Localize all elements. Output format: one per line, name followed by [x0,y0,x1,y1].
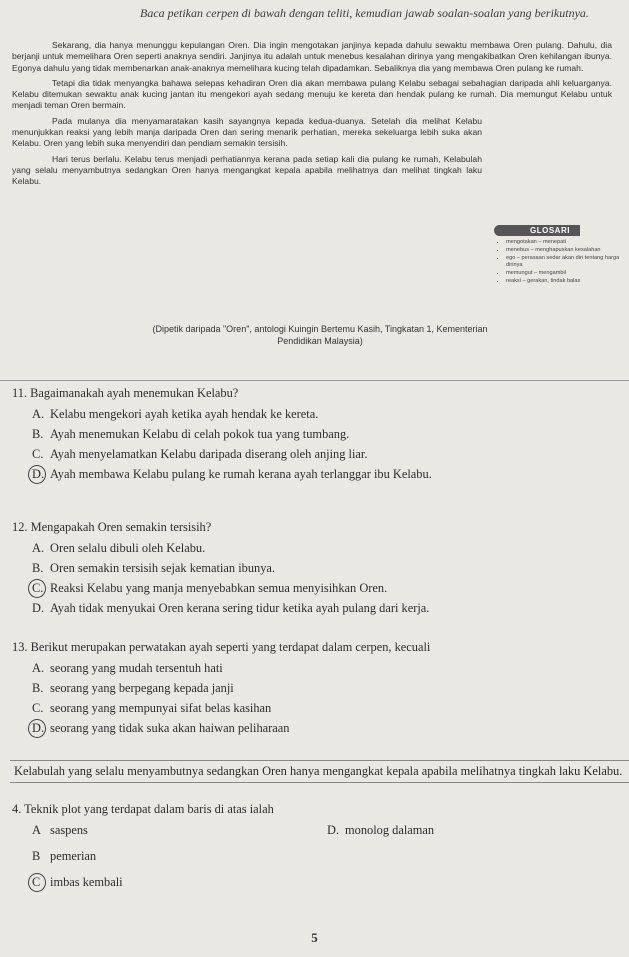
answer-option-c[interactable] [32,875,362,890]
option-letter: B [32,849,41,863]
question-11 [12,386,622,487]
question-number: 4. [12,802,22,816]
option-text: seorang yang mudah tersentuh hati [50,661,223,675]
question-number: 12. [12,520,28,534]
option-text: Ayah tidak menyukai Oren kerana sering tidur ketika ayah pulang dari kerja. [50,601,430,615]
option-letter: D. [32,601,45,615]
option-text: saspens [50,823,88,837]
answer-option-a[interactable] [32,661,622,676]
glossary-item: • reaksi – gerakan, tindak balas [506,278,629,285]
answer-option-b[interactable] [32,561,622,576]
instruction-text: Baca petikan cerpen di bawah dengan teliti, kemudian jawab soalan-soalan yang berikutnya. [140,6,589,20]
option-text: Kelabu mengekori ayah ketika ayah hendak ke kereta. [50,407,319,421]
option-letter: B. [32,561,44,575]
question-14 [12,802,622,901]
answer-option-d[interactable] [32,721,622,736]
passage-paragraph-2: Tetapi dia tidak menyangka bahawa selepas kehadiran Oren dia akan membawa pulang Kelabu sebagai sebahagian daripada ahli keluarganya. Kelabu ditemukan sewaktu anak kucing jantan itu mengekori ayah sedang menuju ke kereta dan hendak pulang ke rumah. Dia memungut Kelabu untuk menjadi teman Oren bermain. [12,77,612,111]
quote-box: Kelabulah yang selalu menyambutnya sedangkan Oren hanya mengangkat kepala apabila melihatnya tingkah laku Kelabu. [10,760,629,783]
option-letter: A [32,823,41,837]
option-letter: A. [32,407,45,421]
question-number: 13. [12,640,28,654]
option-text: Ayah menyelamatkan Kelabu daripada diserang oleh anjing liar. [50,447,368,461]
passage-paragraph-3: Pada mulanya dia menyamaratakan kasih sayangnya kepada kedua-duanya. Setelah dia melihat Kelabu menunjukkan reaksi yang lebih manja daripada Oren dan sering menarik perhatian, mereka sekeluarga lebih suka akan Kelabu. Oren yang lebih suka menyendiri dan pendiam semakin tersisih. [12,115,482,149]
option-letter-circled: D. [32,721,50,736]
option-text: seorang yang tidak suka akan haiwan peliharaan [50,721,290,735]
answer-option-b[interactable] [32,849,362,864]
answer-option-d[interactable] [327,823,622,838]
question-stem: Bagaimanakah ayah menemukan Kelabu? [30,386,239,400]
option-text: Oren selalu dibuli oleh Kelabu. [50,541,206,555]
option-letter: B. [32,681,44,695]
option-letter-circled: D. [32,467,50,482]
option-letter-circled: C. [32,581,50,596]
glossary-title: GLOSARI [494,225,580,236]
question-stem: Berikut merupakan perwatakan ayah seperti yang terdapat dalam cerpen, kecuali [30,640,431,654]
option-text: seorang yang mempunyai sifat belas kasihan [50,701,272,715]
glossary-item: • menebus – menghapuskan kesalahan [506,247,629,254]
question-number: 11. [12,386,28,400]
option-letter: A. [32,541,45,555]
option-letter: B. [32,427,44,441]
answer-option-b[interactable] [32,681,622,696]
option-text: Oren semakin tersisih sejak kematian ibunya. [50,561,276,575]
passage-paragraph-4: Hari terus berlalu. Kelabu terus menjadi perhatiannya kerana pada setiap kali dia pulang ke rumah, Kelabulah yang selalu menyambutnya sedangkan Oren hanya mengangkat kepala apabila melihatnya dan melihat tingkah laku Kelabu. [12,153,482,187]
option-text: Reaksi Kelabu yang manja menyebabkan semua menyisihkan Oren. [50,581,388,595]
option-letter: A. [32,661,45,675]
answer-option-a[interactable] [32,823,327,838]
option-letter: D. [327,823,340,837]
glossary-item: • mengotakan – menepati [506,239,629,246]
story-passage [12,40,624,192]
option-letter-circled: C [32,875,50,890]
question-stem: Teknik plot yang terdapat dalam baris di atas ialah [24,802,274,816]
glossary-item: • ego – perasaan sedar akan diri tentang harga dirinya [506,255,629,269]
answer-option-c[interactable] [32,447,622,462]
option-text: Ayah membawa Kelabu pulang ke rumah kerana ayah terlanggar ibu Kelabu. [50,467,432,481]
option-text: monolog dalaman [345,823,435,837]
section-divider [0,380,629,381]
answer-option-d[interactable] [32,467,622,482]
page-number: 5 [311,930,318,945]
option-letter: C. [32,701,44,715]
option-text: Ayah menemukan Kelabu di celah pokok tua yang tumbang. [50,427,350,441]
answer-option-c[interactable] [32,701,622,716]
answer-option-a[interactable] [32,407,622,422]
glossary-box [494,225,629,286]
answer-option-d[interactable] [32,601,622,616]
glossary-item: • memungut – mengambil [506,270,629,277]
question-13 [12,640,622,741]
option-text: seorang yang berpegang kepada janji [50,681,234,695]
question-12 [12,520,622,621]
option-letter: C. [32,447,44,461]
option-text: imbas kembali [50,875,123,889]
answer-option-c[interactable] [32,581,622,596]
passage-source: (Dipetik daripada "Oren", antologi Kuingin Bertemu Kasih, Tingkatan 1, Kementerian Pendidikan Malaysia) [152,324,488,346]
glossary-list [494,239,629,285]
answer-option-b[interactable] [32,427,622,442]
question-stem: Mengapakah Oren semakin tersisih? [30,520,212,534]
answer-option-a[interactable] [32,541,622,556]
passage-paragraph-1: Sekarang, dia hanya menunggu kepulangan Oren. Dia ingin mengotakan janjinya kepada dahulu sewaktu membawa Oren pulang. Dahulu, dia berjanji untuk memelihara Oren seperti anaknya sendiri. Janjinya itu adalah untuk menebus kesalahan dirinya yang mengakibatkan Oren kehilangan ibunya. Egonya dahulu yang tidak membenarkan anak-anaknya memelihara kucing telah dipadamkan. Sebaliknya dia yang membawa Oren pulang ke rumah. [12,40,612,73]
option-text: pemerian [50,849,97,863]
